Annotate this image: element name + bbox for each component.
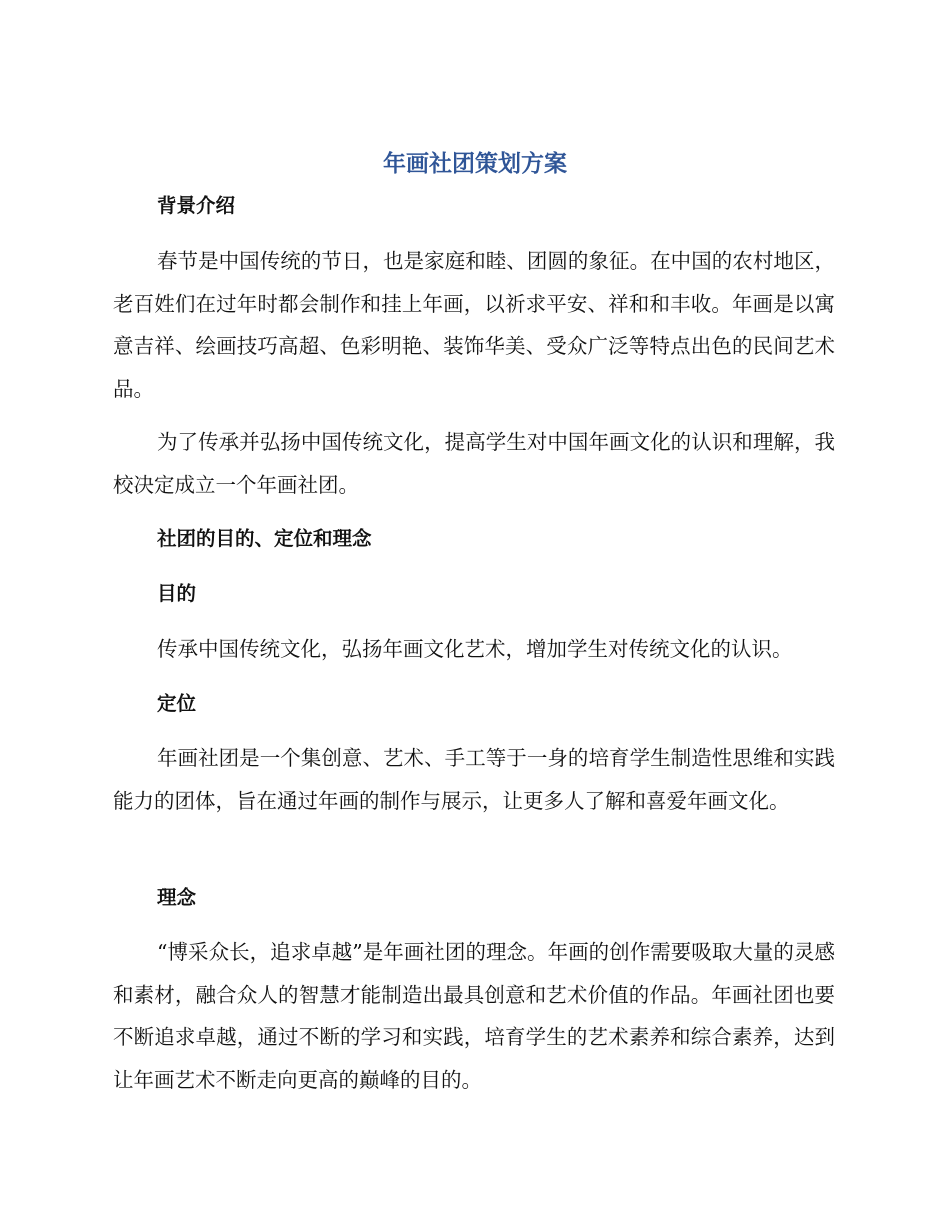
- document-title: 年画社团策划方案: [383, 151, 567, 177]
- concept-paragraph: “博采众长，追求卓越”是年画社团的理念。年画的创作需要吸取大量的灵感和素材，融合众人的智慧才能制造出最具创意和艺术价值的作品。年画社团也要不断追求卓越，通过不断的学习和实践，培育学生的艺术素养和综合素养，达到让年画艺术不断走向更高的巅峰的目的。: [113, 940, 835, 1092]
- background-paragraph-2: 为了传承并弘扬中国传统文化，提高学生对中国年画文化的认识和理解，我校决定成立一个年画社团。: [113, 430, 835, 497]
- goal-heading: 目的: [157, 582, 197, 605]
- position-heading: 定位: [157, 692, 197, 715]
- position-paragraph: 年画社团是一个集创意、艺术、手工等于一身的培育学生制造性思维和实践能力的团体，旨在通过年画的制作与展示，让更多人了解和喜爱年画文化。: [113, 746, 835, 813]
- goal-paragraph: 传承中国传统文化，弘扬年画文化艺术，增加学生对传统文化的认识。: [157, 637, 793, 661]
- background-paragraph-1: 春节是中国传统的节日，也是家庭和睦、团圆的象征。在中国的农村地区，老百姓们在过年时都会制作和挂上年画，以祈求平安、祥和和丰收。年画是以寓意吉祥、绘画技巧高超、色彩明艳、装饰华美、受众广泛等特点出色的民间艺术品。: [113, 249, 835, 401]
- purpose-heading: 社团的目的、定位和理念: [157, 527, 372, 550]
- concept-heading: 理念: [157, 886, 197, 909]
- background-heading: 背景介绍: [157, 194, 236, 217]
